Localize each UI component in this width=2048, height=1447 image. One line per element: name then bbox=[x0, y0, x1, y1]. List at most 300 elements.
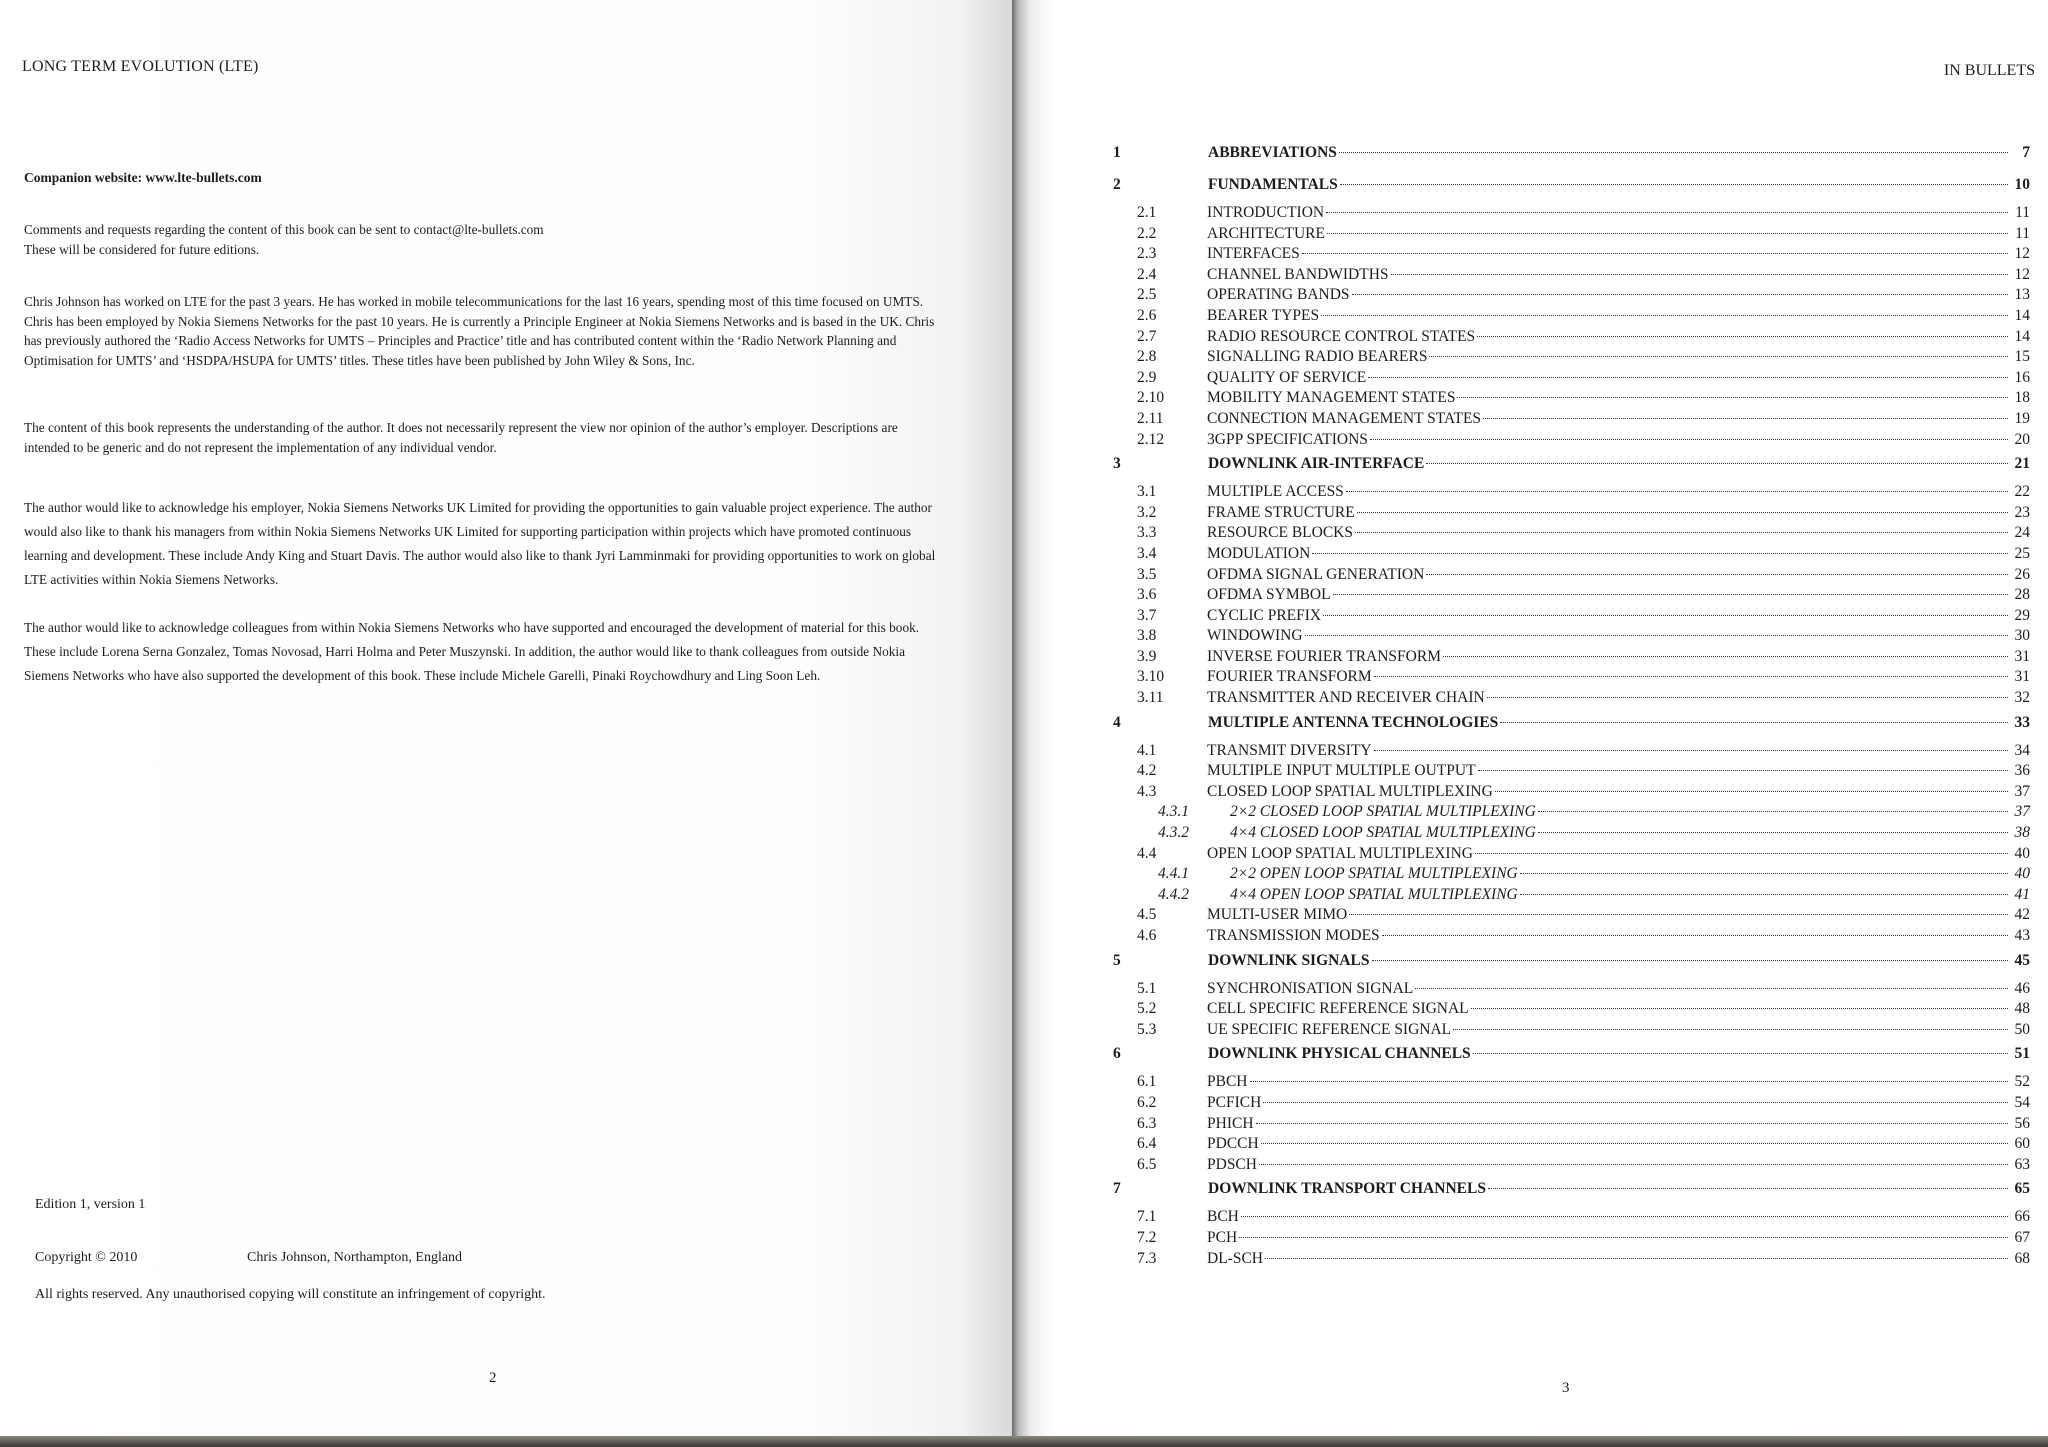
toc-page: 67 bbox=[2014, 1228, 2030, 1246]
copyright-text: Copyright © 2010 bbox=[35, 1250, 138, 1265]
toc-entry-line bbox=[1208, 952, 2030, 970]
toc-leader-dots bbox=[1352, 294, 2008, 295]
toc-number: 3.9 bbox=[1137, 647, 1157, 665]
toc-entry-line bbox=[1207, 286, 2030, 304]
toc-entry-section bbox=[1100, 783, 2030, 804]
toc-title: BCH bbox=[1207, 1208, 1239, 1226]
toc-entry-section bbox=[1100, 586, 2030, 607]
toc-leader-dots bbox=[1323, 615, 2008, 616]
toc-page: 12 bbox=[2014, 245, 2030, 263]
toc-leader-dots bbox=[1382, 935, 2008, 936]
toc-entry-line bbox=[1207, 1156, 2030, 1174]
toc-title: CELL SPECIFIC REFERENCE SIGNAL bbox=[1207, 1000, 1469, 1018]
toc-page: 12 bbox=[2014, 265, 2030, 283]
toc-page: 36 bbox=[2014, 762, 2030, 780]
toc-entry-section bbox=[1100, 627, 2030, 648]
toc-entry-line bbox=[1208, 714, 2030, 732]
table-of-contents bbox=[1100, 140, 2030, 1270]
toc-number: 2.2 bbox=[1137, 224, 1157, 242]
toc-leader-dots bbox=[1241, 1216, 2008, 1217]
toc-leader-dots bbox=[1368, 377, 2008, 378]
toc-title: RADIO RESOURCE CONTROL STATES bbox=[1207, 327, 1476, 345]
toc-page: 54 bbox=[2014, 1093, 2030, 1111]
toc-page: 19 bbox=[2014, 409, 2030, 427]
toc-title: ABBREVIATIONS bbox=[1208, 144, 1337, 161]
toc-page: 21 bbox=[2014, 455, 2030, 473]
toc-entry-line bbox=[1207, 845, 2030, 863]
toc-entry-line bbox=[1207, 204, 2030, 222]
toc-title: INTRODUCTION bbox=[1207, 204, 1325, 221]
toc-entry-line bbox=[1207, 566, 2030, 584]
toc-title: TRANSMIT DIVERSITY bbox=[1207, 741, 1372, 759]
toc-page: 29 bbox=[2014, 606, 2030, 624]
toc-leader-dots bbox=[1488, 1188, 2008, 1189]
toc-page: 26 bbox=[2014, 565, 2030, 583]
toc-title: 2×2 OPEN LOOP SPATIAL MULTIPLEXING bbox=[1230, 865, 1518, 883]
toc-page: 66 bbox=[2014, 1208, 2030, 1226]
author-bio-text: Chris Johnson has worked on LTE for the past 3 years. He has worked in mobile telecommunications for the last 16 years, spending most of this time focused on UMTS. Chris has been employed by Nokia Siemens Networks for the past 10 years. He is currently a Principle Engineer at Nokia Siemens Networks and is based in the UK. Chris has previously authored the ‘Radio Access Networks for UMTS – Principles and Practice’ title and has contributed content within the ‘Radio Network Planning and Optimisation for UMTS’ and ‘HSDPA/HSUPA for UMTS’ titles. These titles have been published by John Wiley & Sons, Inc. bbox=[24, 294, 935, 368]
toc-title: DL-SCH bbox=[1207, 1249, 1263, 1267]
toc-number: 4.2 bbox=[1137, 762, 1157, 780]
toc-entry-chapter bbox=[1100, 1041, 2030, 1073]
toc-entry-section bbox=[1100, 369, 2030, 390]
toc-title: DOWNLINK PHYSICAL CHANNELS bbox=[1208, 1045, 1471, 1063]
toc-page: 60 bbox=[2014, 1135, 2030, 1153]
toc-entry-section bbox=[1100, 566, 2030, 587]
toc-number: 6.2 bbox=[1137, 1093, 1157, 1111]
toc-title: PCH bbox=[1207, 1228, 1238, 1246]
toc-entry-sub bbox=[1100, 824, 2030, 845]
toc-title: RESOURCE BLOCKS bbox=[1207, 524, 1353, 542]
toc-entry-line bbox=[1207, 762, 2030, 780]
toc-title: 3GPP SPECIFICATIONS bbox=[1207, 430, 1368, 448]
toc-number: 3.1 bbox=[1137, 483, 1157, 501]
toc-entry-line bbox=[1207, 225, 2030, 243]
toc-leader-dots bbox=[1370, 439, 2008, 440]
toc-leader-dots bbox=[1473, 1053, 2008, 1054]
toc-number: 6 bbox=[1113, 1045, 1121, 1063]
toc-leader-dots bbox=[1483, 418, 2008, 419]
toc-number: 5.1 bbox=[1137, 979, 1157, 997]
toc-number: 3.3 bbox=[1137, 524, 1157, 542]
toc-title: CLOSED LOOP SPATIAL MULTIPLEXING bbox=[1207, 782, 1493, 800]
companion-website: Companion website: www.lte-bullets.com bbox=[24, 170, 262, 185]
toc-title: DOWNLINK AIR-INTERFACE bbox=[1208, 455, 1425, 473]
toc-entry-line bbox=[1230, 803, 2030, 821]
toc-page: 13 bbox=[2014, 286, 2030, 304]
toc-page: 65 bbox=[2014, 1180, 2030, 1198]
toc-entry-section bbox=[1100, 1250, 2030, 1271]
toc-entry-line bbox=[1207, 266, 2030, 284]
toc-entry-section bbox=[1100, 410, 2030, 431]
toc-number: 2.4 bbox=[1137, 265, 1157, 283]
toc-page: 38 bbox=[2014, 824, 2030, 842]
toc-page: 63 bbox=[2014, 1155, 2030, 1173]
toc-entry-section bbox=[1100, 689, 2030, 710]
toc-page: 11 bbox=[2015, 224, 2030, 242]
toc-leader-dots bbox=[1263, 1102, 2008, 1103]
toc-leader-dots bbox=[1487, 697, 2008, 698]
toc-leader-dots bbox=[1520, 873, 2008, 874]
toc-number: 2.9 bbox=[1137, 368, 1157, 386]
toc-entry-line bbox=[1207, 307, 2030, 325]
toc-title: PHICH bbox=[1207, 1114, 1254, 1132]
disclaimer-text: The content of this book represents the understanding of the author. It does not necessarily represent the view nor opinion of the author’s employer. Descriptions are intended to be generic and do not represent the implementation of any individual vendor. bbox=[24, 420, 898, 455]
toc-leader-dots bbox=[1429, 356, 2008, 357]
toc-entry-section bbox=[1100, 286, 2030, 307]
toc-entry-line bbox=[1207, 927, 2030, 945]
toc-leader-dots bbox=[1538, 811, 2008, 812]
toc-entry-line bbox=[1207, 1021, 2030, 1039]
toc-entry-section bbox=[1100, 1115, 2030, 1136]
toc-number: 5.3 bbox=[1137, 1020, 1157, 1038]
toc-entry-section bbox=[1100, 648, 2030, 669]
toc-leader-dots bbox=[1374, 750, 2008, 751]
toc-title: 4×4 CLOSED LOOP SPATIAL MULTIPLEXING bbox=[1230, 824, 1536, 842]
toc-entry-section bbox=[1100, 348, 2030, 369]
toc-leader-dots bbox=[1478, 770, 2008, 771]
acknowledgement-1-text: The author would like to acknowledge his employer, Nokia Siemens Networks UK Limited for providing the opportunities to gain valuable project experience. The author would also like to thank his managers from within Nokia Siemens Networks UK Limited for supporting participation within projects which have promoted continuous learning and development. These include Andy King and Stuart Davis. The author would also like to thank Jyri Lamminmaki for providing opportunities to work on global LTE activities within Nokia Siemens Networks. bbox=[24, 500, 936, 587]
toc-number: 4.4.2 bbox=[1158, 885, 1189, 903]
toc-entry-line bbox=[1208, 144, 2030, 162]
toc-number: 3.11 bbox=[1137, 689, 1164, 707]
toc-page: 16 bbox=[2014, 368, 2030, 386]
toc-number: 2.8 bbox=[1137, 348, 1157, 366]
toc-leader-dots bbox=[1443, 656, 2008, 657]
toc-leader-dots bbox=[1265, 1258, 2008, 1259]
toc-number: 4.4 bbox=[1137, 844, 1157, 862]
toc-entry-line bbox=[1207, 1250, 2030, 1268]
toc-title: SIGNALLING RADIO BEARERS bbox=[1207, 348, 1428, 366]
toc-title: INTERFACES bbox=[1207, 245, 1300, 263]
toc-entry-line bbox=[1207, 586, 2030, 604]
toc-entry-line bbox=[1207, 1073, 2030, 1091]
toc-leader-dots bbox=[1391, 274, 2008, 275]
toc-title: MOBILITY MANAGEMENT STATES bbox=[1207, 389, 1456, 407]
toc-entry-line bbox=[1208, 1045, 2030, 1063]
toc-leader-dots bbox=[1426, 463, 2008, 464]
toc-title: PDCCH bbox=[1207, 1135, 1259, 1153]
toc-page: 18 bbox=[2014, 389, 2030, 407]
toc-leader-dots bbox=[1321, 315, 2008, 316]
toc-leader-dots bbox=[1457, 397, 2008, 398]
running-head-left: LONG TERM EVOLUTION (LTE) bbox=[22, 58, 259, 75]
toc-number: 7.2 bbox=[1137, 1228, 1157, 1246]
book-bottom-edge bbox=[0, 1436, 2048, 1447]
copyright-line bbox=[35, 1250, 463, 1266]
page-number-left: 2 bbox=[489, 1370, 497, 1386]
toc-number: 3.6 bbox=[1137, 586, 1157, 604]
acknowledgement-1 bbox=[24, 496, 944, 592]
toc-page: 56 bbox=[2014, 1114, 2030, 1132]
toc-page: 37 bbox=[2014, 803, 2030, 821]
toc-leader-dots bbox=[1305, 635, 2008, 636]
toc-leader-dots bbox=[1453, 1029, 2008, 1030]
toc-leader-dots bbox=[1538, 832, 2008, 833]
toc-title: FUNDAMENTALS bbox=[1208, 176, 1338, 193]
toc-title: MULTI-USER MIMO bbox=[1207, 906, 1348, 924]
toc-entry-section bbox=[1100, 524, 2030, 545]
toc-entry-section bbox=[1100, 1000, 2030, 1021]
toc-entry-line bbox=[1207, 389, 2030, 407]
toc-entry-line bbox=[1207, 369, 2030, 387]
toc-number: 1 bbox=[1113, 144, 1121, 161]
toc-entry-line bbox=[1207, 1094, 2030, 1112]
toc-leader-dots bbox=[1495, 791, 2008, 792]
toc-page: 20 bbox=[2014, 430, 2030, 448]
toc-page: 46 bbox=[2014, 979, 2030, 997]
toc-title: WINDOWING bbox=[1207, 627, 1303, 645]
toc-leader-dots bbox=[1372, 960, 2009, 961]
toc-number: 2.7 bbox=[1137, 327, 1157, 345]
toc-number: 2.1 bbox=[1137, 204, 1157, 221]
toc-title: CHANNEL BANDWIDTHS bbox=[1207, 265, 1389, 283]
toc-leader-dots bbox=[1340, 184, 2008, 185]
toc-entry-line bbox=[1207, 545, 2030, 563]
toc-entry-line bbox=[1208, 176, 2030, 194]
toc-title: UE SPECIFIC REFERENCE SIGNAL bbox=[1207, 1020, 1452, 1038]
toc-page: 15 bbox=[2014, 348, 2030, 366]
toc-number: 2.6 bbox=[1137, 306, 1157, 324]
toc-title: INVERSE FOURIER TRANSFORM bbox=[1207, 647, 1441, 665]
toc-leader-dots bbox=[1302, 253, 2008, 254]
toc-number: 6.5 bbox=[1137, 1155, 1157, 1173]
toc-entry-line bbox=[1207, 783, 2030, 801]
toc-entry-sub bbox=[1100, 865, 2030, 886]
toc-entry-line bbox=[1207, 410, 2030, 428]
toc-title: PCFICH bbox=[1207, 1093, 1262, 1111]
toc-entry-section bbox=[1100, 1021, 2030, 1042]
toc-leader-dots bbox=[1349, 914, 2008, 915]
toc-page: 31 bbox=[2014, 668, 2030, 686]
copyright-author: Chris Johnson, Northampton, England bbox=[247, 1250, 463, 1265]
toc-entry-line bbox=[1208, 455, 2030, 473]
toc-page: 31 bbox=[2014, 647, 2030, 665]
toc-entry-section bbox=[1100, 204, 2030, 225]
toc-page: 14 bbox=[2014, 306, 2030, 324]
toc-page: 51 bbox=[2014, 1045, 2030, 1063]
toc-leader-dots bbox=[1259, 1164, 2008, 1165]
toc-entry-section bbox=[1100, 483, 2030, 504]
comments-line-1: Comments and requests regarding the content of this book can be sent to contact@lte-bullets.com bbox=[24, 222, 544, 237]
toc-number: 4.3.1 bbox=[1158, 803, 1189, 821]
toc-title: FRAME STRUCTURE bbox=[1207, 503, 1355, 521]
toc-entry-chapter bbox=[1100, 710, 2030, 742]
toc-number: 3.4 bbox=[1137, 544, 1157, 562]
toc-entry-line bbox=[1207, 1115, 2030, 1133]
toc-title: PDSCH bbox=[1207, 1155, 1257, 1173]
toc-number: 3.2 bbox=[1137, 503, 1157, 521]
toc-number: 4.5 bbox=[1137, 906, 1157, 924]
toc-title: FOURIER TRANSFORM bbox=[1207, 668, 1372, 686]
toc-number: 4 bbox=[1113, 713, 1121, 731]
toc-entry-chapter bbox=[1100, 140, 2030, 172]
toc-number: 7 bbox=[1113, 1180, 1121, 1198]
toc-number: 6.3 bbox=[1137, 1114, 1157, 1132]
toc-page: 22 bbox=[2014, 483, 2030, 501]
toc-page: 24 bbox=[2014, 524, 2030, 542]
toc-entry-section bbox=[1100, 1156, 2030, 1177]
toc-entry-line bbox=[1207, 431, 2030, 449]
toc-number: 4.1 bbox=[1137, 741, 1157, 759]
toc-entry-line bbox=[1230, 865, 2030, 883]
toc-number: 7.3 bbox=[1137, 1249, 1157, 1267]
toc-title: BEARER TYPES bbox=[1207, 306, 1320, 324]
acknowledgement-2 bbox=[24, 616, 944, 688]
toc-entry-line bbox=[1207, 1000, 2030, 1018]
toc-leader-dots bbox=[1312, 553, 2008, 554]
toc-title: SYNCHRONISATION SIGNAL bbox=[1207, 979, 1414, 997]
toc-entry-section bbox=[1100, 307, 2030, 328]
toc-title: MULTIPLE ANTENNA TECHNOLOGIES bbox=[1208, 713, 1499, 731]
toc-leader-dots bbox=[1471, 1008, 2008, 1009]
toc-page: 30 bbox=[2014, 627, 2030, 645]
toc-entry-section bbox=[1100, 225, 2030, 246]
toc-entry-line bbox=[1207, 668, 2030, 686]
toc-entry-section bbox=[1100, 927, 2030, 948]
toc-page: 48 bbox=[2014, 1000, 2030, 1018]
toc-page: 50 bbox=[2014, 1020, 2030, 1038]
edition-line: Edition 1, version 1 bbox=[35, 1197, 146, 1212]
toc-entry-chapter bbox=[1100, 451, 2030, 483]
toc-page: 45 bbox=[2014, 951, 2030, 969]
toc-entry-section bbox=[1100, 266, 2030, 287]
acknowledgement-2-text: The author would like to acknowledge colleagues from within Nokia Siemens Networks who have supported and encouraged the development of material for this book. These include Lorena Serna Gonzalez, Tomas Novosad, Harri Holma and Peter Muszynski. In addition, the author would like to thank colleagues from outside Nokia Siemens Networks who have also supported the development of this book. These include Michele Garelli, Pinaki Roychowdhury and Ling Soon Leh. bbox=[24, 620, 920, 683]
toc-entry-line bbox=[1207, 689, 2030, 707]
toc-entry-section bbox=[1100, 245, 2030, 266]
toc-leader-dots bbox=[1339, 152, 2008, 153]
toc-entry-section bbox=[1100, 980, 2030, 1001]
toc-leader-dots bbox=[1355, 532, 2008, 533]
toc-leader-dots bbox=[1426, 574, 2008, 575]
toc-page: 23 bbox=[2014, 503, 2030, 521]
toc-title: OFDMA SYMBOL bbox=[1207, 586, 1331, 604]
toc-entry-section bbox=[1100, 1073, 2030, 1094]
toc-page: 52 bbox=[2014, 1073, 2030, 1091]
toc-title: OPEN LOOP SPATIAL MULTIPLEXING bbox=[1207, 844, 1473, 862]
toc-number: 4.3.2 bbox=[1158, 824, 1189, 842]
toc-leader-dots bbox=[1250, 1081, 2009, 1082]
toc-number: 3.8 bbox=[1137, 627, 1157, 645]
toc-entry-chapter bbox=[1100, 1176, 2030, 1208]
rights-statement: All rights reserved. Any unauthorised copying will constitute an infringement of copyright. bbox=[35, 1287, 546, 1302]
toc-page: 34 bbox=[2014, 741, 2030, 759]
toc-title: OFDMA SIGNAL GENERATION bbox=[1207, 565, 1425, 583]
toc-title: CONNECTION MANAGEMENT STATES bbox=[1207, 409, 1482, 427]
toc-title: QUALITY OF SERVICE bbox=[1207, 368, 1367, 386]
toc-entry-sub bbox=[1100, 886, 2030, 907]
toc-entry-line bbox=[1207, 627, 2030, 645]
toc-entry-line bbox=[1207, 1208, 2030, 1226]
toc-entry-section bbox=[1100, 845, 2030, 866]
toc-page: 43 bbox=[2014, 927, 2030, 944]
toc-leader-dots bbox=[1374, 676, 2008, 677]
toc-number: 4.6 bbox=[1137, 927, 1157, 944]
page-number-right: 3 bbox=[1562, 1380, 1570, 1396]
toc-entry-line bbox=[1207, 607, 2030, 625]
toc-entry-section bbox=[1100, 1208, 2030, 1229]
toc-entry-line bbox=[1230, 886, 2030, 904]
toc-entry-line bbox=[1207, 648, 2030, 666]
toc-entry-section bbox=[1100, 545, 2030, 566]
toc-entry-section bbox=[1100, 906, 2030, 927]
toc-entry-chapter bbox=[1100, 172, 2030, 204]
toc-entry-section bbox=[1100, 328, 2030, 349]
toc-page: 68 bbox=[2014, 1249, 2030, 1267]
toc-entry-line bbox=[1207, 483, 2030, 501]
toc-page: 7 bbox=[2022, 144, 2030, 161]
toc-leader-dots bbox=[1357, 512, 2008, 513]
comments-line-2: These will be considered for future editions. bbox=[24, 241, 260, 257]
toc-page: 40 bbox=[2014, 865, 2030, 883]
toc-title: 4×4 OPEN LOOP SPATIAL MULTIPLEXING bbox=[1230, 885, 1518, 903]
toc-number: 2.11 bbox=[1137, 409, 1164, 427]
toc-number: 3.10 bbox=[1137, 668, 1165, 686]
toc-number: 5.2 bbox=[1137, 1000, 1157, 1018]
toc-entry-section bbox=[1100, 389, 2030, 410]
toc-title: OPERATING BANDS bbox=[1207, 286, 1350, 304]
toc-title: TRANSMISSION MODES bbox=[1207, 927, 1380, 944]
toc-page: 40 bbox=[2014, 844, 2030, 862]
toc-entry-line bbox=[1207, 504, 2030, 522]
toc-page: 37 bbox=[2014, 782, 2030, 800]
toc-entry-section bbox=[1100, 607, 2030, 628]
toc-entry-line bbox=[1207, 348, 2030, 366]
toc-title: ARCHITECTURE bbox=[1207, 224, 1325, 242]
toc-entry-section bbox=[1100, 1135, 2030, 1156]
toc-leader-dots bbox=[1346, 491, 2008, 492]
toc-leader-dots bbox=[1500, 722, 2008, 723]
toc-leader-dots bbox=[1261, 1143, 2008, 1144]
toc-entry-line bbox=[1230, 824, 2030, 842]
toc-entry-line bbox=[1207, 245, 2030, 263]
toc-number: 6.4 bbox=[1137, 1135, 1157, 1153]
toc-entry-line bbox=[1207, 328, 2030, 346]
toc-title: MODULATION bbox=[1207, 544, 1311, 562]
toc-page: 14 bbox=[2014, 327, 2030, 345]
toc-entry-line bbox=[1207, 1229, 2030, 1247]
toc-number: 3 bbox=[1113, 455, 1121, 473]
toc-leader-dots bbox=[1239, 1237, 2008, 1238]
toc-leader-dots bbox=[1475, 853, 2008, 854]
toc-entry-line bbox=[1207, 980, 2030, 998]
toc-number: 7.1 bbox=[1137, 1208, 1157, 1226]
toc-page: 28 bbox=[2014, 586, 2030, 604]
toc-leader-dots bbox=[1477, 336, 2008, 337]
toc-leader-dots bbox=[1333, 594, 2008, 595]
toc-number: 2.10 bbox=[1137, 389, 1165, 407]
toc-entry-section bbox=[1100, 742, 2030, 763]
toc-entry-line bbox=[1208, 1180, 2030, 1198]
left-page bbox=[0, 0, 1012, 1440]
toc-title: 2×2 CLOSED LOOP SPATIAL MULTIPLEXING bbox=[1230, 803, 1536, 821]
toc-title: MULTIPLE ACCESS bbox=[1207, 483, 1344, 501]
toc-entry-line bbox=[1207, 742, 2030, 760]
toc-entry-section bbox=[1100, 504, 2030, 525]
toc-entry-section bbox=[1100, 668, 2030, 689]
toc-entry-line bbox=[1207, 524, 2030, 542]
toc-title: PBCH bbox=[1207, 1073, 1248, 1091]
running-head-right: IN BULLETS bbox=[1943, 62, 2035, 79]
toc-leader-dots bbox=[1415, 988, 2008, 989]
toc-number: 2.3 bbox=[1137, 245, 1157, 263]
toc-number: 4.4.1 bbox=[1158, 865, 1189, 883]
toc-leader-dots bbox=[1326, 212, 2008, 213]
comments-paragraph bbox=[24, 220, 944, 259]
toc-number: 2 bbox=[1113, 176, 1121, 193]
toc-page: 33 bbox=[2014, 713, 2030, 731]
toc-entry-section bbox=[1100, 762, 2030, 783]
